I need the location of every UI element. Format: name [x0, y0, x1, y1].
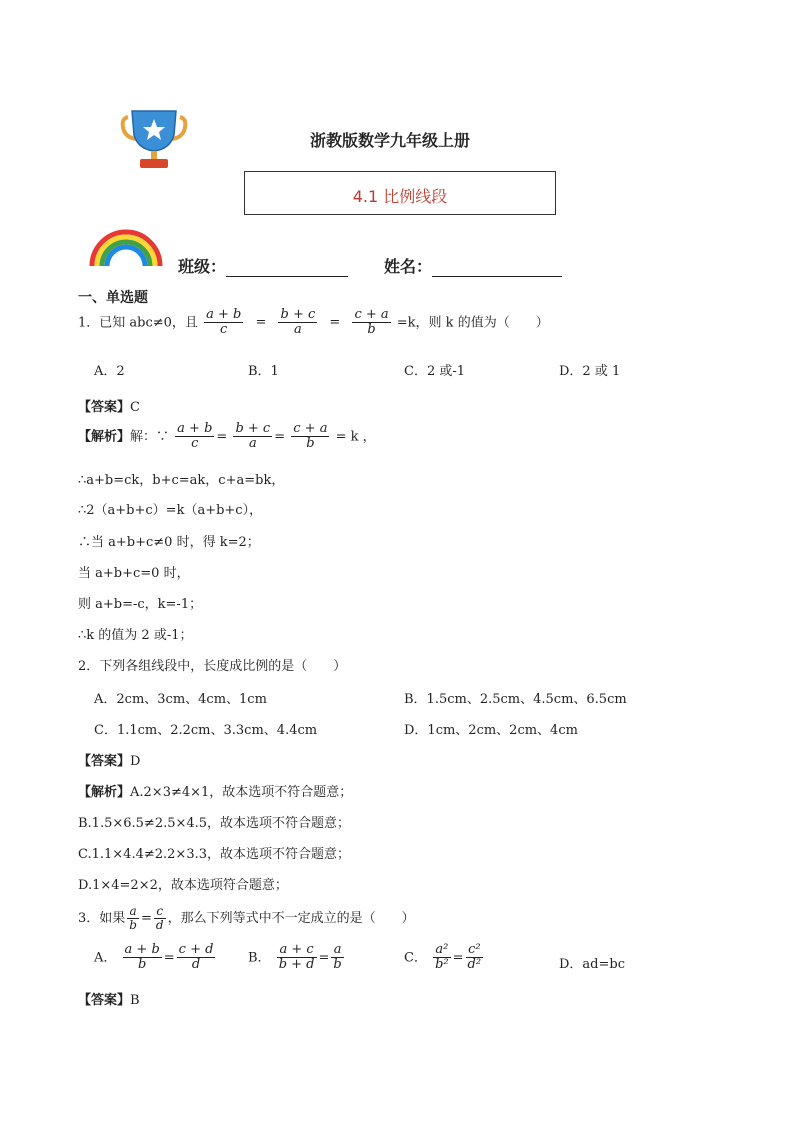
q1-analysis: 【解析】解：∵ $\frac{a + b}{c}$ = $\frac{b + c}{a}$ = $\frac{c + a}{b}$ = k ， [78, 421, 376, 452]
q2-stem: 2．下列各组线段中，长度成比例的是（ ） [78, 659, 347, 674]
q1-option-d[interactable]: D．2 或 1 [559, 364, 621, 379]
q1-stem: 1．已知 abc≠0，且 $\frac{a + b}{c}$ = $\frac{b + c}{a}$ = $\frac{c + a}{b}$ =k，则 k 的值为（ ） [78, 307, 549, 338]
q1-answer: 【答案】C [78, 400, 140, 415]
q2-analysis-4: D.1×4=2×2，故本选项符合题意； [78, 878, 288, 893]
class-blank[interactable] [226, 258, 348, 277]
q2-analysis-1: 【解析】A.2×3≠4×1，故本选项不符合题意； [78, 785, 353, 800]
q3-answer: 【答案】B [78, 993, 140, 1008]
q3-option-b[interactable]: B． $\frac{a + c}{b + d}$ = $\frac{a}{b}$ [248, 942, 342, 973]
q1-frac-3: $\frac{c + a}{b}$ [354, 307, 389, 338]
q2-option-b[interactable]: B．1.5cm、2.5cm、4.5cm、6.5cm [404, 692, 627, 707]
name-field [384, 254, 562, 277]
q2-option-d[interactable]: D．1cm、2cm、2cm、4cm [404, 723, 578, 738]
class-label: 班级： [178, 257, 227, 276]
q2-analysis-3: C.1.1×4.4≠2.2×3.3，故本选项不符合题意； [78, 847, 350, 862]
q1-frac-2: $\frac{b + c}{a}$ [280, 307, 316, 338]
q1-option-b[interactable]: B．1 [248, 364, 279, 379]
class-field [178, 254, 348, 277]
book-title: 浙教版数学九年级上册 [310, 131, 471, 150]
q1-step-3: ∴当 a+b+c≠0 时，得 k=2； [78, 535, 260, 550]
q3-option-a[interactable]: A． $\frac{a + b}{b}$ = $\frac{c + d}{d}$ [94, 942, 214, 973]
rainbow-icon [88, 226, 164, 268]
q3-option-c[interactable]: C． $\frac{\text{a²}}{\text{b²}}$ = $\frac{\text{c²}}{\text{d²}}$ [404, 942, 482, 973]
q1-step-1: ∴a+b=ck，b+c=ak，c+a=bk， [78, 473, 285, 488]
q1-frac-1: $\frac{a + b}{c}$ [206, 307, 242, 338]
q1-step-6: ∴k 的值为 2 或-1； [78, 628, 193, 643]
q2-answer: 【答案】D [78, 754, 141, 769]
q2-analysis-2: B.1.5×6.5≠2.5×4.5，故本选项不符合题意； [78, 816, 351, 831]
q3-option-d[interactable]: D．ad=bc [559, 957, 625, 972]
name-label: 姓名： [384, 257, 433, 276]
q2-option-c[interactable]: C．1.1cm、2.2cm、3.3cm、4.4cm [94, 723, 318, 738]
name-blank[interactable] [432, 258, 562, 277]
lesson-title: 4.1 比例线段 [352, 187, 448, 206]
q2-option-a[interactable]: A．2cm、3cm、4cm、1cm [94, 692, 267, 707]
q1-option-a[interactable]: A．2 [94, 364, 125, 379]
section-title: 一、单选题 [78, 290, 148, 306]
q1-step-4: 当 a+b+c=0 时， [78, 566, 190, 581]
q1-step-5: 则 a+b=-c，k=-1； [78, 597, 203, 612]
trophy-icon [118, 105, 190, 171]
q1-step-2: ∴2（a+b+c）=k（a+b+c）， [78, 503, 263, 518]
q3-stem: 3．如果 $\frac{a}{b}$ = $\frac{c}{d}$ ，那么下列等式中不一定成立的是（ ） [78, 904, 415, 933]
q1-option-c[interactable]: C．2 或-1 [404, 364, 466, 379]
